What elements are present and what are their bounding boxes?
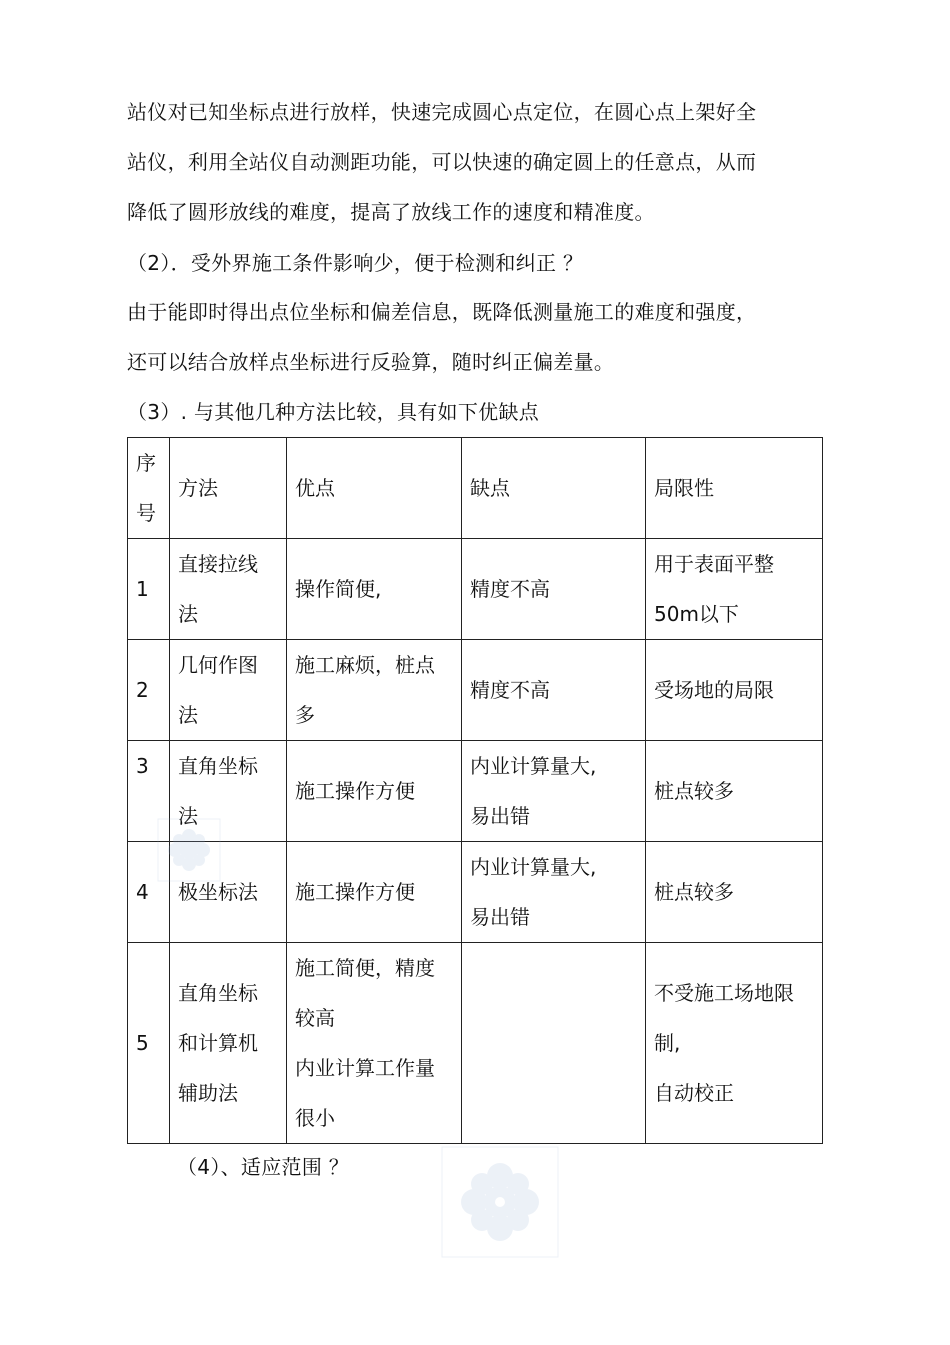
row-method: 极坐标法: [170, 842, 287, 943]
watermark-logo-icon: [441, 1146, 559, 1258]
row-no: 2: [128, 640, 170, 741]
paragraph2-line-1: 由于能即时得出点位坐标和偏差信息，既降低测量施工的难度和强度，: [127, 300, 757, 324]
row-limits: 不受施工场地限 制, 自动校正: [646, 943, 823, 1144]
row-cons: 内业计算量大, 易出错: [462, 842, 646, 943]
table-header-row: [128, 438, 823, 539]
table-row: [128, 943, 823, 1144]
heading-2: （2）．受外界施工条件影响少，便于检测和纠正 ？: [127, 251, 584, 275]
header-limits: 局限性: [646, 438, 823, 539]
table-row: [128, 842, 823, 943]
row-limits: 受场地的局限: [646, 640, 823, 741]
paragraph-line-1: 站仪对已知坐标点进行放样，快速完成圆心点定位，在圆心点上架好全: [127, 100, 757, 124]
heading-3: （3）. 与其他几种方法比较，具有如下优缺点: [127, 400, 540, 424]
heading-4: （4）、适应范围 ？: [177, 1155, 350, 1179]
row-cons: [462, 943, 646, 1144]
header-cons: 缺点: [462, 438, 646, 539]
table-row: [128, 640, 823, 741]
row-cons: 精度不高: [462, 640, 646, 741]
row-no: 4: [128, 842, 170, 943]
header-no: 序 号: [128, 438, 170, 539]
row-pros: 施工操作方便: [287, 842, 462, 943]
header-method: 方法: [170, 438, 287, 539]
row-limits: 用于表面平整 50m以下: [646, 539, 823, 640]
row-method: 直角坐标 和计算机 辅助法: [170, 943, 287, 1144]
row-limits: 桩点较多: [646, 741, 823, 842]
row-method: 直接拉线 法: [170, 539, 287, 640]
row-no: 5: [128, 943, 170, 1144]
comparison-table: [127, 437, 823, 1144]
row-no: 3: [128, 741, 170, 842]
row-pros: 施工麻烦，桩点 多: [287, 640, 462, 741]
row-pros: 操作简便,: [287, 539, 462, 640]
row-pros: 施工操作方便: [287, 741, 462, 842]
row-method: 几何作图 法: [170, 640, 287, 741]
table-row: [128, 741, 823, 842]
table-row: [128, 539, 823, 640]
paragraph-line-2: 站仪，利用全站仪自动测距功能，可以快速的确定圆上的任意点，从而: [127, 150, 757, 174]
row-method: 直角坐标 法: [170, 741, 287, 842]
paragraph2-line-2: 还可以结合放样点坐标进行反验算，随时纠正偏差量。: [127, 350, 615, 374]
row-no: 1: [128, 539, 170, 640]
header-pros: 优点: [287, 438, 462, 539]
row-limits: 桩点较多: [646, 842, 823, 943]
paragraph-line-3: 降低了圆形放线的难度，提高了放线工作的速度和精准度。: [127, 200, 655, 224]
row-cons: 精度不高: [462, 539, 646, 640]
row-cons: 内业计算量大, 易出错: [462, 741, 646, 842]
row-pros: 施工简便，精度 较高 内业计算工作量 很小: [287, 943, 462, 1144]
watermark-logo-icon: [157, 818, 221, 882]
